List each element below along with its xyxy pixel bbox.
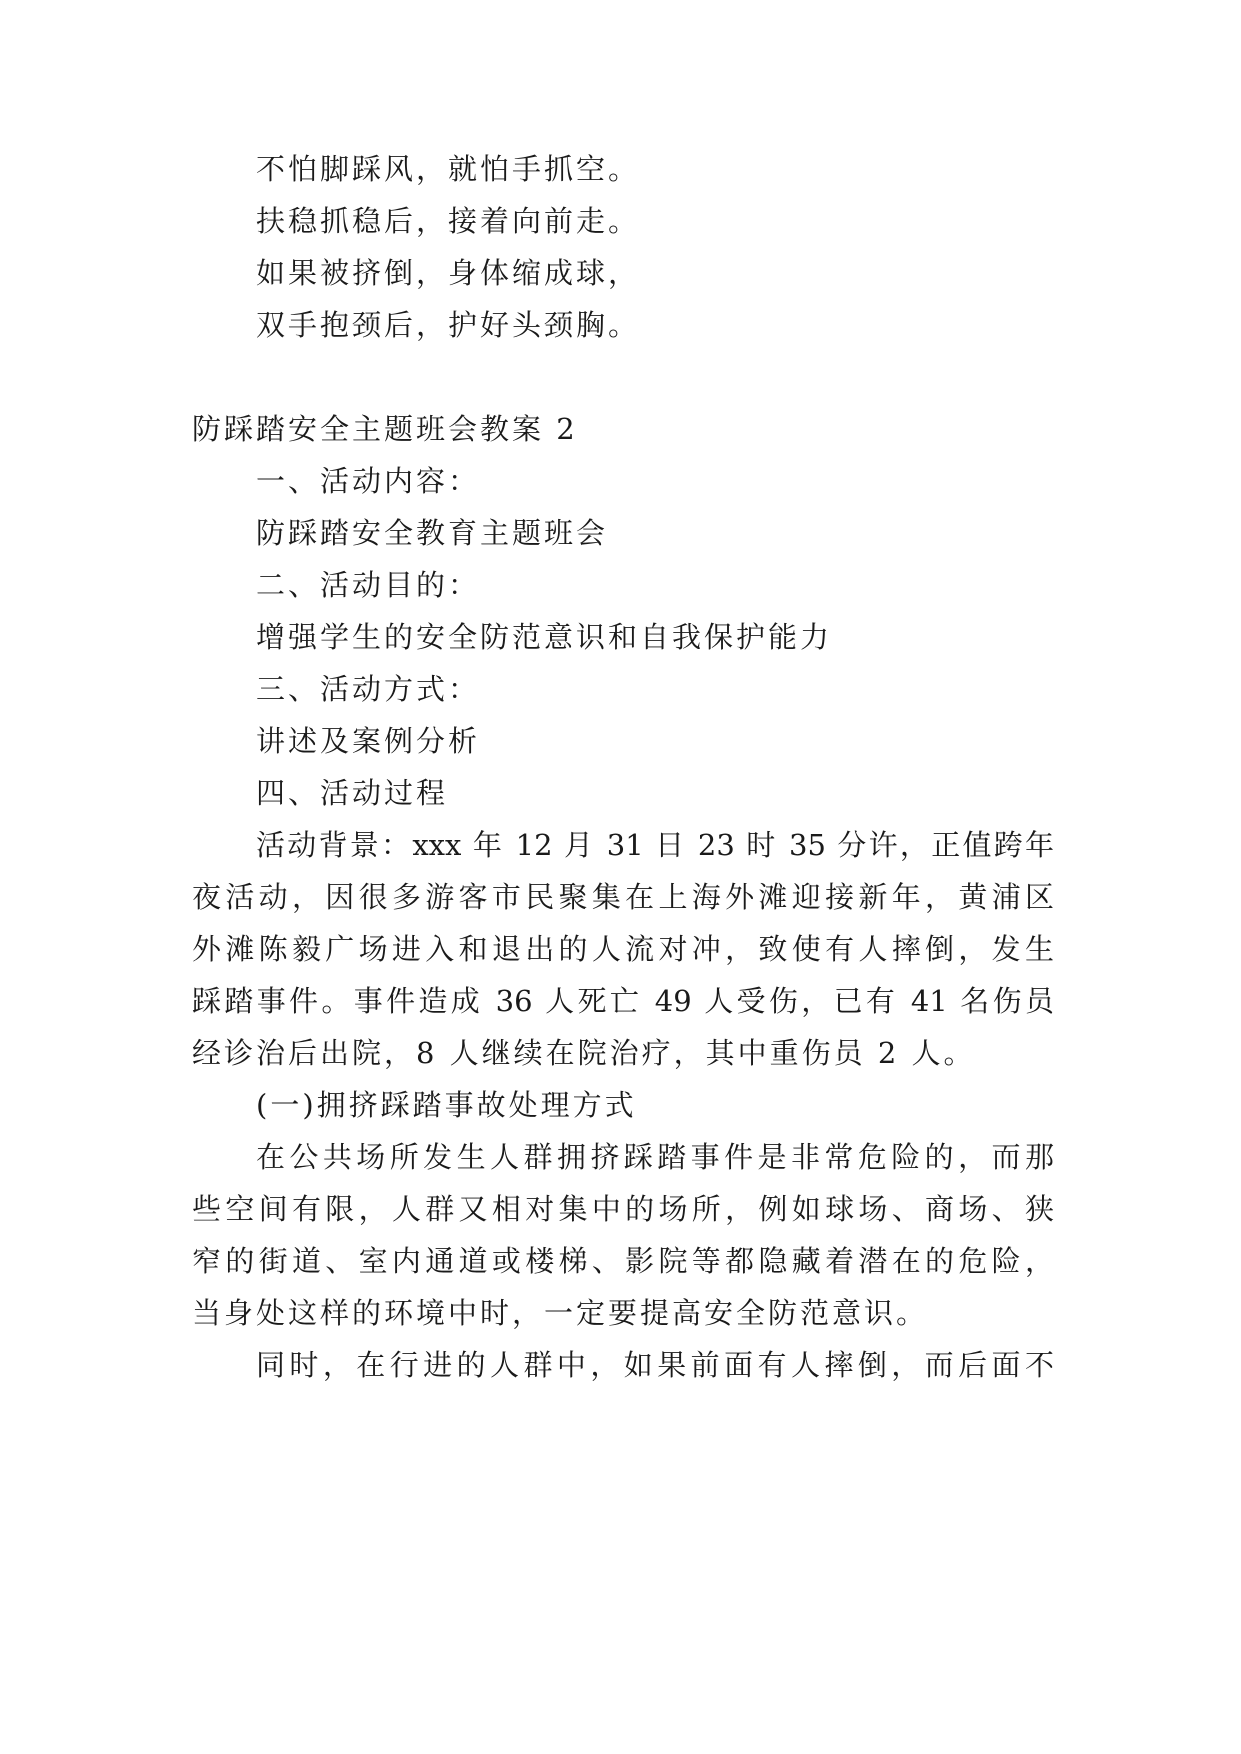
outline-text: 防踩踏安全教育主题班会 — [256, 516, 609, 550]
paragraph-line: 经诊治后出院，8 人继续在院治疗，其中重伤员 2 人。 — [192, 1036, 976, 1070]
outline-text: 增强学生的安全防范意识和自我保护能力 — [256, 620, 833, 654]
outline-heading: 二、活动目的： — [256, 568, 481, 602]
paragraph-line: 些空间有限，人群又相对集中的场所，例如球场、商场、狭 — [192, 1192, 1054, 1226]
paragraph-line: 踩踏事件。事件造成 36 人死亡 49 人受伤，已有 41 名伤员 — [192, 984, 1054, 1018]
subheading: (一)拥挤踩踏事故处理方式 — [256, 1088, 637, 1122]
poem-line: 如果被挤倒，身体缩成球， — [256, 256, 641, 290]
paragraph-line: 在公共场所发生人群拥挤踩踏事件是非常危险的，而那 — [256, 1140, 1054, 1174]
paragraph-line: 外滩陈毅广场进入和退出的人流对冲，致使有人摔倒，发生 — [192, 932, 1054, 966]
outline-heading: 三、活动方式： — [256, 672, 481, 706]
outline-text: 讲述及案例分析 — [256, 724, 481, 758]
poem-line: 双手抱颈后，护好头颈胸。 — [256, 308, 641, 342]
paragraph-line: 同时，在行进的人群中，如果前面有人摔倒，而后面不 — [256, 1348, 1054, 1382]
section-title: 防踩踏安全主题班会教案 2 — [192, 412, 578, 446]
paragraph-line: 活动背景：xxx 年 12 月 31 日 23 时 35 分许，正值跨年 — [256, 828, 1054, 862]
paragraph-line: 窄的街道、室内通道或楼梯、影院等都隐藏着潜在的危险， — [192, 1244, 1054, 1278]
outline-heading: 一、活动内容： — [256, 464, 481, 498]
poem-line: 不怕脚踩风，就怕手抓空。 — [256, 152, 641, 186]
paragraph-line: 当身处这样的环境中时，一定要提高安全防范意识。 — [192, 1296, 929, 1330]
poem-line: 扶稳抓稳后，接着向前走。 — [256, 204, 641, 238]
paragraph-line: 夜活动，因很多游客市民聚集在上海外滩迎接新年，黄浦区 — [192, 880, 1054, 914]
outline-heading: 四、活动过程 — [256, 776, 449, 810]
